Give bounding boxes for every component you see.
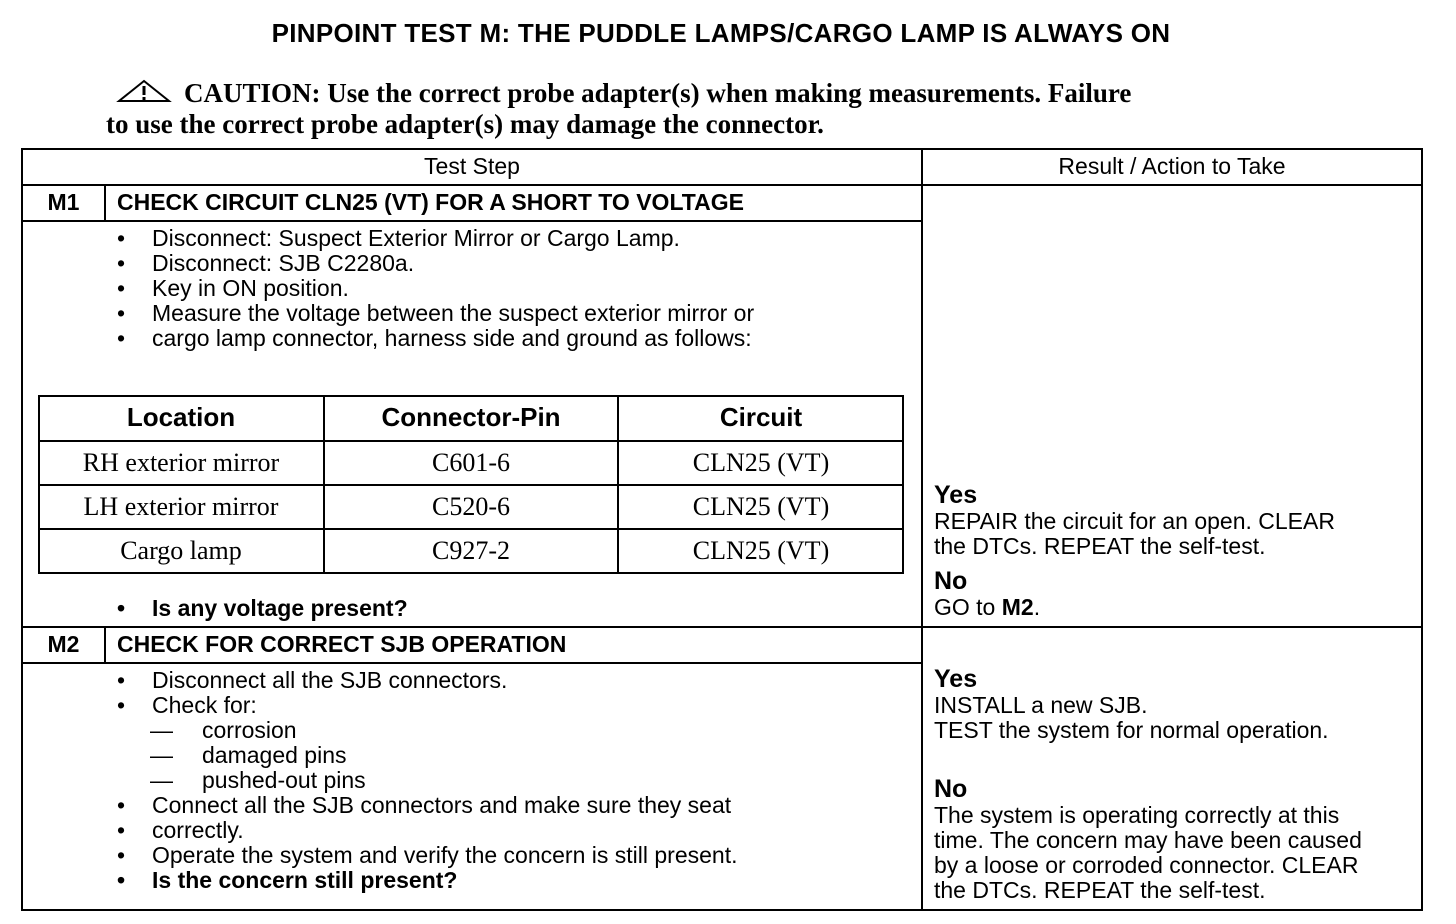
table-cell: CLN25 (VT) (692, 492, 830, 521)
list-item-continuation: • cargo lamp connector, harness side and ground as follows: (92, 326, 912, 351)
caution-text-line1: Use the correct probe adapter(s) when making measurements. Failure (327, 78, 1132, 108)
list-item: • Disconnect: SJB C2280a. (92, 251, 912, 276)
result-no-label: No (934, 567, 968, 595)
table-cell: C520-6 (432, 492, 510, 521)
result-no-text: GO to M2. (934, 594, 1041, 620)
m1-instructions (92, 226, 912, 351)
result-yes-text: TEST the system for normal operation. (934, 717, 1329, 743)
list-item: • Measure the voltage between the suspect exterior mirror or (92, 301, 912, 326)
header-result-action: Result / Action to Take (1058, 153, 1286, 179)
list-item: • Disconnect all the SJB connectors. (92, 668, 912, 693)
list-subitem: — corrosion (92, 718, 912, 743)
list-item: • Disconnect: Suspect Exterior Mirror or Cargo Lamp. (92, 226, 912, 251)
step-id-m1: M1 (47, 189, 80, 215)
result-no-text: the DTCs. REPEAT the self-test. (934, 877, 1266, 903)
page-title: PINPOINT TEST M: THE PUDDLE LAMPS/CARGO LAMP IS ALWAYS ON (271, 18, 1171, 48)
table-cell: RH exterior mirror (82, 448, 280, 477)
list-item: • Key in ON position. (92, 276, 912, 301)
m1-results (934, 482, 1414, 620)
list-item-continuation: • correctly. (92, 818, 912, 843)
caution-label: CAUTION: (184, 78, 321, 108)
col-header-connector-pin: Connector-Pin (381, 402, 561, 432)
result-yes-label: Yes (934, 481, 978, 509)
list-item: • Check for: (92, 693, 912, 718)
connector-pin-table (38, 395, 904, 575)
goto-m2-link[interactable]: M2 (1001, 594, 1034, 620)
step-title-m1: CHECK CIRCUIT CLN25 (VT) FOR A SHORT TO VOLTAGE (117, 189, 744, 215)
table-cell: CLN25 (VT) (692, 448, 830, 477)
caution-text-line2: to use the correct probe adapter(s) may damage the connector. (106, 109, 824, 139)
result-yes-label: Yes (934, 665, 978, 693)
m2-instructions (92, 668, 912, 893)
result-yes-text: the DTCs. REPEAT the self-test. (934, 533, 1266, 559)
header-test-step: Test Step (424, 153, 520, 179)
result-yes-text: INSTALL a new SJB. (934, 692, 1148, 718)
table-cell: Cargo lamp (120, 536, 242, 565)
table-cell: LH exterior mirror (83, 492, 279, 521)
col-header-location: Location (126, 402, 236, 432)
list-subitem: — damaged pins (92, 743, 912, 768)
m2-results (934, 666, 1420, 903)
list-subitem: — pushed-out pins (92, 768, 912, 793)
list-item: • Operate the system and verify the concern is still present. (92, 843, 912, 868)
table-cell: CLN25 (VT) (692, 536, 830, 565)
list-item-question: • Is any voltage present? (92, 596, 912, 621)
list-item-question: • Is the concern still present? (92, 868, 912, 893)
step-title-m2: CHECK FOR CORRECT SJB OPERATION (117, 631, 567, 657)
result-no-text: by a loose or corroded connector. CLEAR (934, 852, 1359, 878)
col-header-circuit: Circuit (719, 402, 803, 432)
table-cell: C601-6 (432, 448, 510, 477)
m1-question (92, 596, 912, 621)
table-cell: C927-2 (432, 536, 510, 565)
result-yes-text: REPAIR the circuit for an open. CLEAR (934, 508, 1335, 534)
result-no-text: time. The concern may have been caused (934, 827, 1362, 853)
list-item: • Connect all the SJB connectors and make sure they seat (92, 793, 912, 818)
result-no-text: The system is operating correctly at this (934, 802, 1340, 828)
result-no-label: No (934, 775, 968, 803)
step-id-m2: M2 (47, 631, 80, 657)
